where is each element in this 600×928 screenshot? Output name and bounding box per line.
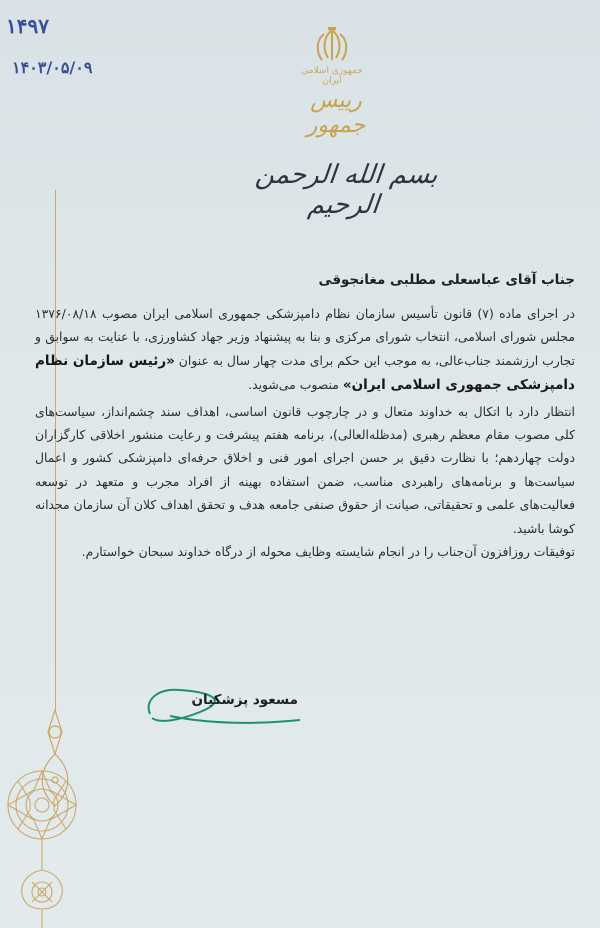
- signer-name: مسعود پزشکیان: [191, 692, 298, 708]
- reference-date: ۱۴۰۳/۰۵/۰۹: [12, 58, 93, 77]
- appointment-title: «رئیس سازمان نظام دامپزشکی جمهوری اسلامی ایران»: [35, 352, 575, 394]
- closing-line: توفیقات روزافزون آن‌جناب را در انجام شایسته وظایف محوله از درگاه خداوند سبحان خواستارم.: [81, 544, 575, 560]
- corner-tag: [520, 0, 600, 90]
- reference-number: ۱۴۹۷: [6, 14, 49, 38]
- paragraph-1-text: در اجرای ماده (۷) قانون تأسیس سازمان نظام دامپزشکی جمهوری اسلامی ایران مصوب ۱۳۷۶/۰۸/۱۸ مجلس شورای اسلامی، انتخاب شورای مرکزی و بنا به پیشنهاد وزیر جهاد کشاورزی، با عنایت به سوابق و تجارب ارزشمند جناب‌عالی، به موجب این حکم برای مدت چهار سال به عنوان: [35, 306, 576, 368]
- basmala-calligraphy: بسم الله الرحمن الرحیم: [253, 160, 440, 220]
- header-office: رییس جمهور: [306, 88, 366, 138]
- header-country: جمهوری اسلامی ایران: [301, 66, 363, 86]
- iran-emblem-icon: [310, 26, 354, 64]
- paragraph-1: [35, 302, 575, 398]
- addressee: جناب آقای عباسعلی مطلبی مغانجوقی: [318, 272, 575, 288]
- paragraph-1-end: منصوب می‌شوید.: [248, 377, 339, 393]
- letter-body: [35, 272, 575, 563]
- paragraph-2: انتظار دارد با اتکال به خداوند متعال و در چارچوب قانون اساسی، اهداف سند چشم‌انداز، سیاست‌های کلی مصوب مقام معظم رهبری (مدظله‌العالی)، برنامه هفتم پیشرفت و رعایت منشور اخلاقی کارگزاران دولت چهاردهم؛ با نظارت دقیق بر حسن اجرای امور فنی و اخلاق حرفه‌ای دامپزشکی کشور و اعمال سیاست‌ها و برنامه‌های راهبردی مناسب، ضمن استفاده بهینه از افراد مجرب و متعهد در توسعه فعالیت‌های علمی و تحقیقاتی، صیانت از حقوق صنفی جامعه هدف و تحقق اهداف کلان آن سازمان مجدانه کوشا باشید.: [35, 403, 575, 536]
- signature-scribble: [140, 678, 320, 738]
